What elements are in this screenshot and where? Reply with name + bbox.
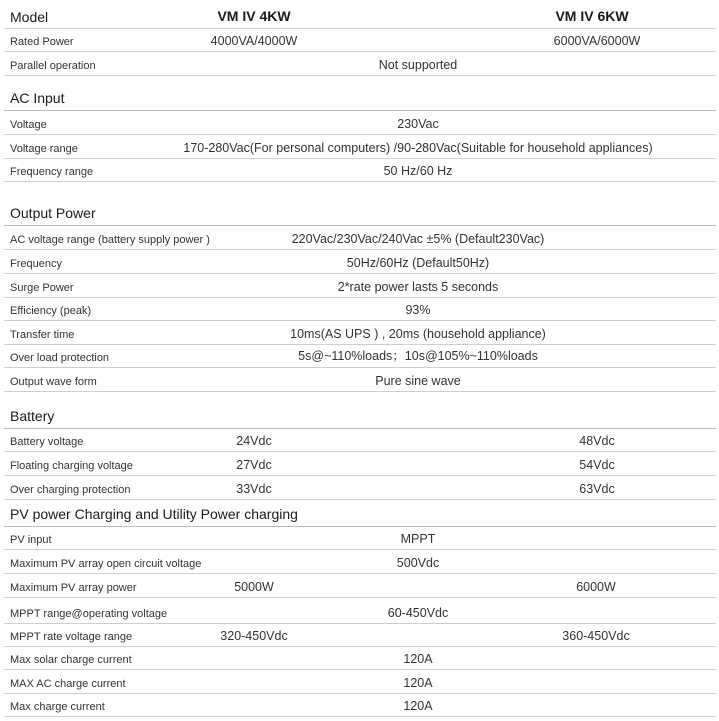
spec-row-battery-voltage [4,429,716,452]
spec-row-maximum-pv-array-power [4,574,716,598]
spec-value: Pure sine wave [375,374,461,388]
spec-row-voltage [4,111,716,135]
spec-label: Maximum PV array power [10,582,137,594]
spec-value-4kw: 27Vdc [236,458,272,472]
spec-value-4kw: 33Vdc [236,482,272,496]
spec-row-mppt-rate-voltage-range [4,624,716,647]
spec-label: Battery voltage [10,436,84,448]
model-4kw-heading: VM IV 4KW [217,8,291,24]
spec-value: 60-450Vdc [387,606,449,620]
spec-value-6kw: 6000W [576,580,616,594]
section-output-power [4,182,716,226]
spec-row-ac-voltage-range-battery-supply-power [4,226,716,250]
spec-value: 500Vdc [396,556,440,570]
spec-row-floating-charging-voltage [4,452,716,476]
section-pv-power-charging-and-utility-power-char [4,500,716,527]
spec-label: Max charge current [10,701,105,713]
spec-row-transfer-time [4,321,716,345]
spec-label: Over load protection [10,352,110,364]
section-title: Battery [10,408,55,424]
spec-row-parallel-operation [4,52,716,76]
spec-value-6kw: 6000VA/6000W [553,34,641,48]
spec-row-rated-power [4,29,716,52]
header-row [4,4,716,29]
section-title: PV power Charging and Utility Power charging [10,506,298,522]
spec-label: MPPT rate voltage range [10,631,133,643]
section-title: AC Input [10,90,65,106]
spec-label: Parallel operation [10,60,96,72]
spec-value-6kw: 63Vdc [579,482,615,496]
spec-label: Transfer time [10,329,75,341]
spec-value: 120A [403,699,433,713]
spec-row-max-charge-current [4,694,716,717]
section-title: Output Power [10,205,96,221]
spec-label: Output wave form [10,376,97,388]
spec-row-surge-power [4,274,716,298]
spec-value: Not supported [378,58,458,72]
spec-label: Over charging protection [10,484,131,496]
spec-label: MAX AC charge current [10,678,126,690]
spec-value: 93% [405,303,431,317]
spec-label: Efficiency (peak) [10,305,92,317]
spec-row-mppt-range-operating-voltage [4,598,716,624]
spec-value: 50 Hz/60 Hz [383,164,453,178]
spec-row-frequency-range [4,159,716,182]
spec-row-over-charging-protection [4,476,716,500]
spec-row-max-solar-charge-current [4,647,716,670]
spec-value: 120A [403,652,433,666]
spec-row-over-load-protection [4,345,716,368]
spec-row-pv-input [4,527,716,550]
spec-row-voltage-range [4,135,716,159]
spec-value-4kw: 5000W [234,580,274,594]
spec-value: 5s@~110%loads；10s@105%~110%loads [298,349,538,363]
header-label: Model [10,9,49,25]
model-6kw-heading: VM IV 6KW [555,8,629,24]
spec-row-frequency [4,250,716,274]
spec-value: 2*rate power lasts 5 seconds [337,280,499,294]
spec-label: Surge Power [10,282,74,294]
spec-value: 230Vac [397,117,439,131]
spec-row-output-wave-form [4,368,716,392]
spec-value: MPPT [400,532,436,546]
spec-row-efficiency-peak [4,298,716,321]
spec-label: Maximum PV array open circuit voltage [10,558,202,570]
spec-value: 120A [403,676,433,690]
section-ac-input [4,76,716,111]
spec-label: MPPT range@operating voltage [10,608,168,620]
section-battery [4,392,716,429]
spec-label: Floating charging voltage [10,460,133,472]
spec-row-max-ac-charge-current [4,670,716,694]
spec-label: Voltage range [10,143,78,155]
spec-label: Voltage [10,119,47,131]
spec-value: 50Hz/60Hz (Default50Hz) [346,256,490,270]
spec-value: 220Vac/230Vac/240Vac ±5% (Default230Vac) [291,232,545,246]
spec-value: 170-280Vac(For personal computers) /90-280Vac(Suitable for household appliances) [183,141,653,155]
spec-label: Frequency range [10,166,94,178]
spec-value-6kw: 54Vdc [579,458,615,472]
spec-value-4kw: 320-450Vdc [220,629,288,643]
spec-label: PV input [10,534,52,546]
spec-label: Max solar charge current [10,654,132,666]
spec-label: Frequency [10,258,62,270]
spec-row-maximum-pv-array-open-circuit-voltage [4,550,716,574]
spec-label: AC voltage range (battery supply power ) [10,234,210,246]
spec-label: Rated Power [10,36,74,48]
spec-value-4kw: 4000VA/4000W [210,34,298,48]
spec-value-6kw: 360-450Vdc [562,629,630,643]
spec-value: 10ms(AS UPS ) , 20ms (household appliance) [290,327,546,341]
spec-value-4kw: 24Vdc [236,434,272,448]
spec-value-6kw: 48Vdc [579,434,615,448]
